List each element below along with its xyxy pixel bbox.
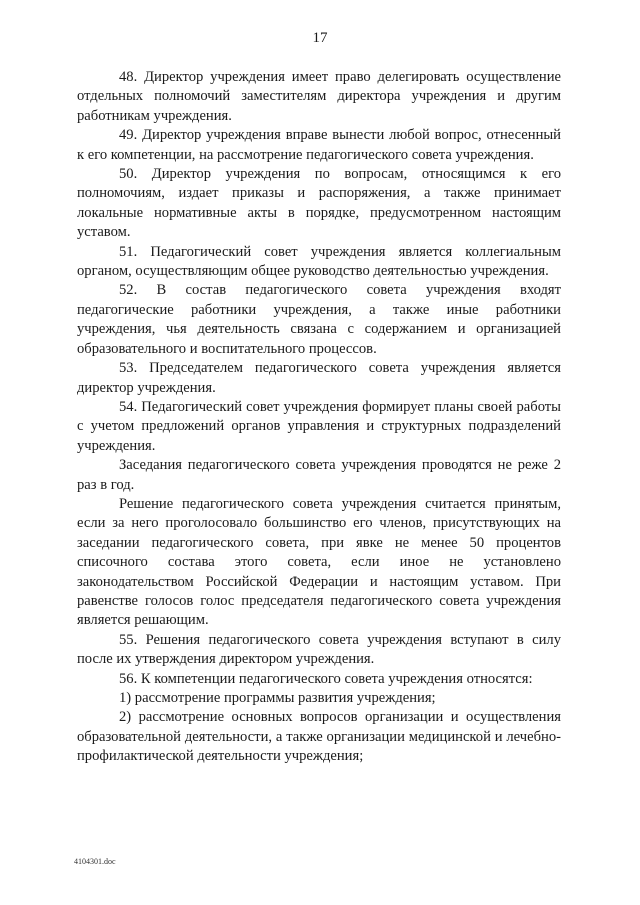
- paragraph-53: 53. Председателем педагогического совета учреждения является директор учреждения.: [77, 360, 561, 396]
- paragraph-49: 49. Директор учреждения вправе вынести любой вопрос, отнесенный к его компетенции, на рассмотрение педагогического совета учреждения.: [77, 127, 561, 163]
- paragraph-decision: Решение педагогического совета учреждения считается принятым, если за него проголосовало большинство его членов, присутствующих на заседании педагогического совета, при явке не менее 50 процентов списочного состава этого совета, если иное не установлено законодательством Российской Федерации и настоящим уставом. При равенстве голосов голос председателя педагогического совета учреждения является решающим.: [77, 495, 561, 629]
- paragraph-56: 56. К компетенции педагогического совета учреждения относятся:: [119, 670, 533, 687]
- paragraph-48: 48. Директор учреждения имеет право делегировать осуществление отдельных полномочий заместителям директора учреждения и другим работникам учреждения.: [77, 69, 561, 124]
- page-number: 17: [312, 30, 328, 46]
- paragraph-52: 52. В состав педагогического совета учреждения входят педагогические работники учреждения, а также иные работники учреждения, чья деятельность связана с содержанием и организацией образовательного и воспитательного процессов.: [77, 282, 561, 357]
- file-name-footer: 4104301.doc: [74, 857, 116, 866]
- paragraph-50: 50. Директор учреждения по вопросам, относящимся к его полномочиям, издает приказы и распоряжения, а также принимает локальные нормативные акты в порядке, предусмотренном настоящим уставом.: [77, 166, 561, 241]
- document-body: [77, 68, 561, 767]
- paragraph-54: 54. Педагогический совет учреждения формирует планы своей работы с учетом предложений органов управления и структурных подразделений учреждения.: [77, 398, 561, 454]
- paragraph-meetings: Заседания педагогического совета учреждения проводятся не реже 2 раз в год.: [77, 457, 561, 493]
- paragraph-51: 51. Педагогический совет учреждения является коллегиальным органом, осуществляющим общее руководство деятельностью учреждения.: [77, 243, 561, 280]
- list-item-2: 2) рассмотрение основных вопросов организации и осуществления образовательной деятельности, а также организации медицинской и лечебно-профилактической деятельности учреждения;: [77, 709, 561, 765]
- list-item-1: 1) рассмотрение программы развития учреждения;: [119, 690, 436, 706]
- paragraph-55: 55. Решения педагогического совета учреждения вступают в силу после их утверждения директором учреждения.: [77, 631, 561, 668]
